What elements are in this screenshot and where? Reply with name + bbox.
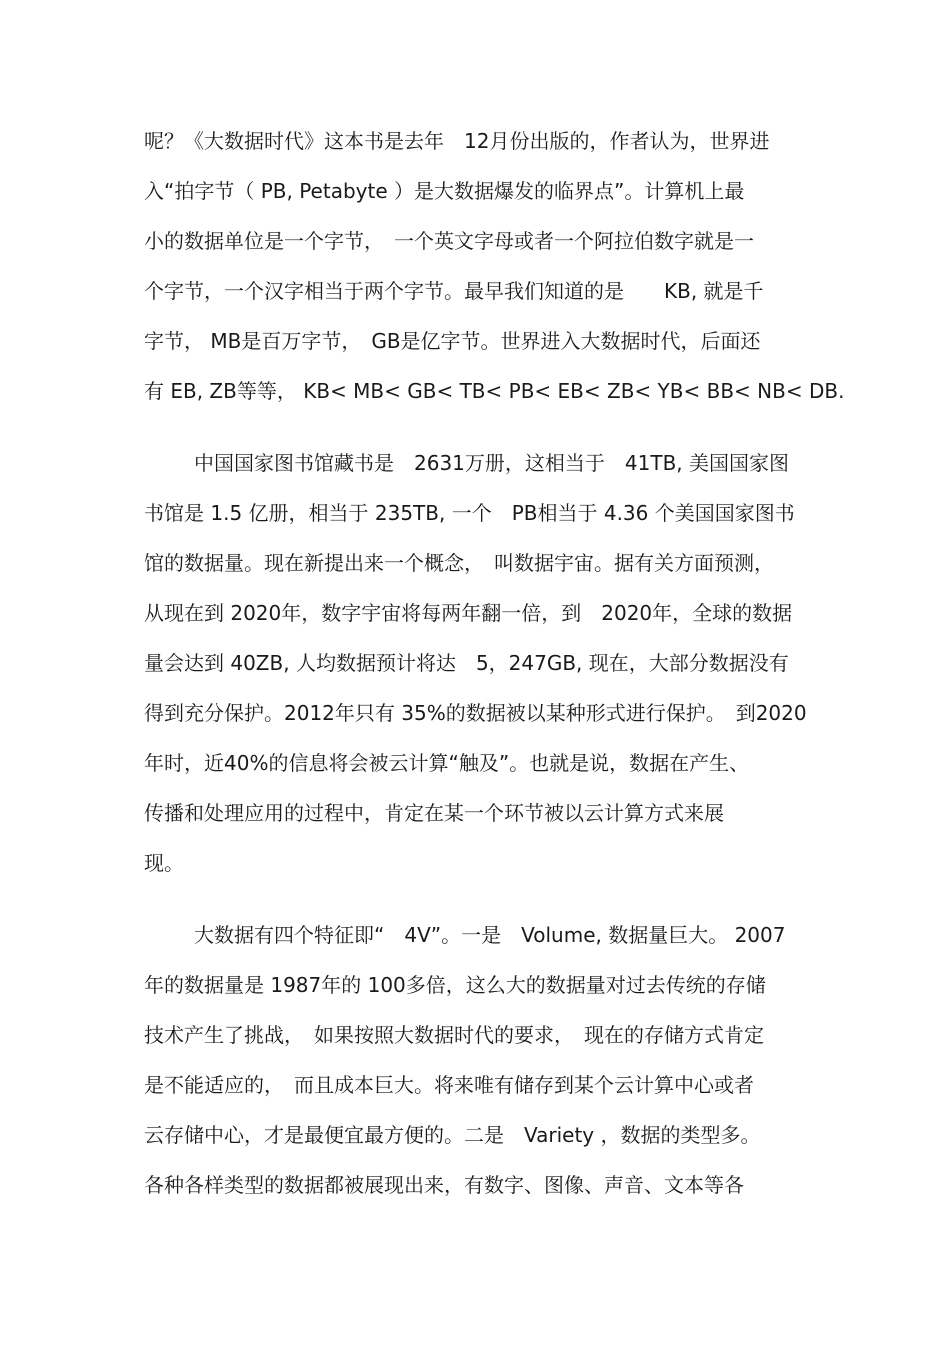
text-line: 量会达到 40ZB, 人均数据预计将达 5，247GB, 现在，大部分数据没有 [144,651,789,675]
text-line: 入“拍字节（ PB, Petabyte ）是大数据爆发的临界点”。计算机上最 [144,179,745,203]
text-line: 是不能适应的， 而且成本巨大。将来唯有储存到某个云计算中心或者 [144,1073,754,1097]
text-line: 个字节，一个汉字相当于两个字节。最早我们知道的是 KB, 就是千 [144,279,764,303]
text-line: 馆的数据量。现在新提出来一个概念， 叫数据宇宙。据有关方面预测， [144,551,774,575]
text-line: 云存储中心，才是最便宜最方便的。二是 Variety ，数据的类型多。 [144,1123,761,1147]
text-line: 大数据有四个特征即“ 4V”。一是 Volume, 数据量巨大。 2007 [194,923,786,947]
text-line: 传播和处理应用的过程中，肯定在某一个环节被以云计算方式来展 [144,801,724,825]
text-line: 有 EB, ZB等等， KB< MB< GB< TB< PB< EB< ZB< YB< BB< NB< DB. [144,379,845,403]
text-line: 得到充分保护。2012年只有 35%的数据被以某种形式进行保护。 到2020 [144,701,807,725]
text-line: 各种各样类型的数据都被展现出来，有数字、图像、声音、文本等各 [144,1173,744,1197]
text-line: 年的数据量是 1987年的 100多倍，这么大的数据量对过去传统的存储 [144,973,766,997]
text-line: 小的数据单位是一个字节， 一个英文字母或者一个阿拉伯数字就是一 [144,229,754,253]
text-line: 年时，近40%的信息将会被云计算“触及”。也就是说，数据在产生、 [144,751,750,775]
text-line: 中国国家图书馆藏书是 2631万册，这相当于 41TB, 美国国家图 [194,451,789,475]
text-line: 字节， MB是百万字节， GB是亿字节。世界进入大数据时代，后面还 [144,329,761,353]
text-line: 从现在到 2020年，数字宇宙将每两年翻一倍，到 2020年，全球的数据 [144,601,793,625]
text-line: 现。 [144,851,184,875]
text-line: 呢？《大数据时代》这本书是去年 12月份出版的，作者认为，世界进 [144,129,770,153]
text-line: 技术产生了挑战， 如果按照大数据时代的要求， 现在的存储方式肯定 [144,1023,764,1047]
text-line: 书馆是 1.5 亿册，相当于 235TB, 一个 PB相当于 4.36 个美国国家图书 [144,501,795,525]
